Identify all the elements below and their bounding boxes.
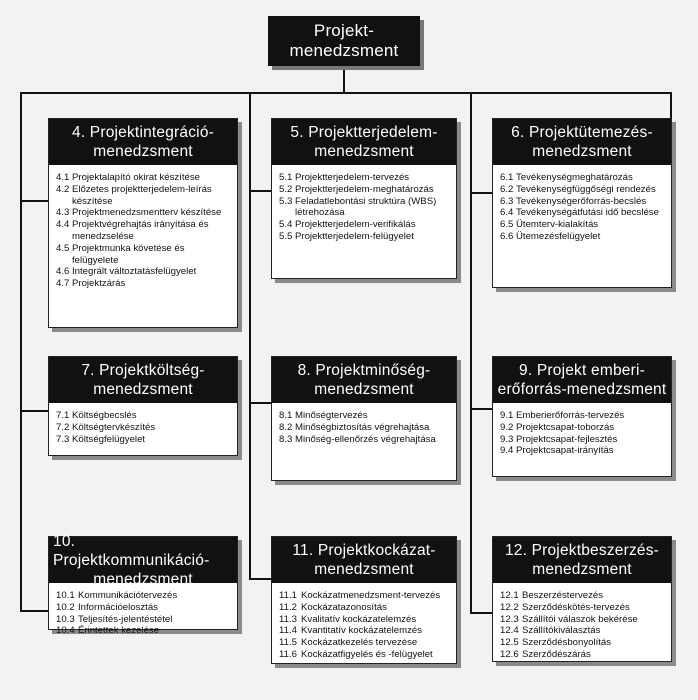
process-item — [56, 207, 231, 219]
area-title — [49, 119, 237, 165]
process-name: Teljesítés-jelentéstétel — [78, 613, 173, 625]
process-list — [49, 165, 237, 296]
process-name: Kockázatkezelés tervezése — [301, 637, 418, 649]
process-item — [279, 422, 450, 434]
process-number: 10.2 — [56, 601, 75, 613]
process-number: 5.2 — [279, 183, 293, 195]
connector-to-communication — [20, 610, 48, 612]
process-number: 12.1 — [500, 590, 519, 601]
root-title-line1: Projekt- — [313, 21, 375, 40]
process-item — [279, 649, 450, 661]
process-name: Projektcsapat-irányítás — [516, 445, 614, 457]
process-name: Projektterjedelem-felügyelet — [295, 230, 414, 242]
area-title-line2: menedzsment — [93, 381, 193, 398]
process-name: Szállítói válaszok bekérése — [522, 613, 638, 625]
process-number: 8.2 — [279, 421, 293, 433]
process-item — [56, 410, 231, 422]
process-name: Szerződésbonyolítás — [522, 637, 612, 649]
root-title-line2: menedzsment — [289, 41, 399, 60]
process-item — [500, 196, 665, 208]
process-number: 11.3 — [279, 613, 297, 625]
process-item — [500, 410, 665, 422]
process-number: 11.1 — [279, 590, 297, 601]
process-number: 9.3 — [500, 433, 514, 445]
process-name: Kockázatmenedzsment-tervezés — [301, 590, 441, 601]
connector-to-quality — [249, 402, 271, 404]
area-title — [493, 119, 671, 165]
process-number: 6.2 — [500, 183, 514, 195]
process-number: 6.6 — [500, 230, 514, 242]
area-title-line2: menedzsment — [314, 381, 414, 398]
process-number: 10.1 — [56, 590, 75, 601]
process-item — [56, 219, 231, 243]
process-name: Projektmunka követése és felügyelete — [72, 242, 185, 266]
process-name: Projektterjedelem-verifikálás — [295, 219, 416, 231]
connector-to-risk — [249, 578, 271, 580]
process-name: Előzetes projektterjedelem-leírás készítése — [72, 183, 212, 207]
process-number: 9.2 — [500, 421, 514, 433]
process-number: 4.5 — [56, 242, 70, 254]
process-item — [500, 172, 665, 184]
process-number: 4.7 — [56, 278, 70, 290]
area-title-line1: 5. Projektterjedelem- — [290, 124, 438, 141]
process-number: 11.5 — [279, 637, 297, 649]
process-name: Emberierőforrás-tervezés — [516, 410, 625, 421]
process-number: 6.4 — [500, 207, 514, 219]
process-item — [56, 434, 231, 446]
area-title-line1: 8. Projektminőség- — [297, 362, 431, 379]
connector-right-trunk — [470, 92, 472, 613]
process-item — [56, 422, 231, 434]
area-title-line2: menedzsment — [314, 561, 414, 578]
process-number: 4.3 — [56, 207, 70, 219]
process-name: Kockázatfigyelés és -felügyelet — [301, 648, 433, 660]
process-number: 10.4 — [56, 625, 75, 637]
connector-root-down — [343, 66, 345, 94]
process-name: Szerződéskötés-tervezés — [522, 601, 630, 613]
process-number: 12.5 — [500, 637, 519, 649]
process-number: 4.4 — [56, 219, 70, 231]
connector-to-procurement — [470, 612, 492, 614]
area-title-line2: menedzsment — [532, 143, 632, 160]
process-name: Szerződészárás — [522, 648, 591, 660]
process-item — [500, 614, 665, 626]
process-item — [56, 184, 231, 208]
process-number: 9.1 — [500, 410, 514, 421]
area-title — [49, 532, 237, 588]
area-title-line1: 10. Projektkommunikáció- — [53, 532, 210, 569]
process-name: Költségtervkészítés — [72, 421, 156, 433]
process-item — [500, 207, 665, 219]
process-item — [500, 231, 665, 243]
process-list — [493, 165, 671, 249]
process-item — [500, 434, 665, 446]
process-name: Projektterjedelem-meghatározás — [295, 183, 434, 195]
process-number: 7.2 — [56, 421, 70, 433]
process-number: 8.1 — [279, 410, 293, 421]
connector-to-integration — [20, 200, 48, 202]
process-number: 7.1 — [56, 410, 70, 421]
area-communication — [48, 532, 238, 637]
process-item — [56, 278, 231, 290]
process-item — [279, 410, 450, 422]
area-title — [493, 357, 671, 403]
process-item — [279, 172, 450, 184]
area-title-line2: menedzsment — [93, 143, 193, 160]
connector-to-cost — [20, 410, 48, 412]
process-list — [49, 403, 237, 451]
process-number: 12.4 — [500, 625, 519, 637]
process-item — [279, 231, 450, 243]
connector-outer-right — [670, 92, 672, 120]
process-item — [56, 602, 231, 614]
process-number: 11.6 — [279, 648, 297, 660]
process-name: Kvantitatív kockázatelemzés — [301, 625, 423, 637]
process-number: 6.3 — [500, 195, 514, 207]
connector-left-trunk — [20, 92, 22, 611]
area-title-line1: 7. Projektköltség- — [81, 362, 205, 379]
process-name: Tevékenységfüggőségi rendezés — [516, 183, 656, 195]
process-item — [279, 602, 450, 614]
process-number: 10.3 — [56, 613, 75, 625]
process-item — [279, 614, 450, 626]
process-name: Minőség-ellenőrzés végrehajtása — [295, 433, 436, 445]
process-item — [500, 637, 665, 649]
area-hr — [492, 356, 672, 477]
process-number: 5.3 — [279, 195, 293, 207]
process-item — [279, 184, 450, 196]
process-name: Projektvégrehajtás irányítása és menedzselése — [72, 219, 209, 242]
process-name: Költségfelügyelet — [72, 433, 146, 445]
process-name: Ütemterv-kialakítás — [516, 219, 599, 231]
process-name: Beszerzéstervezés — [522, 590, 604, 601]
process-list — [493, 403, 671, 463]
area-cost — [48, 356, 238, 456]
process-name: Kommunikációtervezés — [78, 590, 178, 601]
process-number: 9.4 — [500, 445, 514, 457]
process-number: 4.1 — [56, 172, 70, 183]
process-name: Projektterjedelem-tervezés — [295, 172, 410, 183]
process-list — [493, 583, 671, 667]
area-title — [272, 119, 456, 165]
process-number: 8.3 — [279, 433, 293, 445]
area-title-line1: 12. Projektbeszerzés- — [504, 542, 660, 559]
process-name: Kockázatazonosítás — [301, 601, 387, 613]
area-title-line2: menedzsment — [532, 561, 632, 578]
process-name: Tevékenységmeghatározás — [516, 172, 633, 183]
process-name: Szállítókiválasztás — [522, 625, 601, 637]
connector-horizontal-bus — [20, 92, 671, 94]
process-number: 5.4 — [279, 219, 293, 231]
process-item — [56, 625, 231, 637]
process-number: 6.5 — [500, 219, 514, 231]
process-name: Információelosztás — [78, 601, 158, 613]
process-number: 11.2 — [279, 601, 297, 613]
area-title-line2: erőforrás-menedzsment — [497, 381, 667, 398]
process-name: Tevékenységátfutási idő becslése — [516, 207, 659, 219]
area-title — [49, 357, 237, 403]
process-item — [279, 219, 450, 231]
area-title-line2: menedzsment — [314, 143, 414, 160]
process-name: Ütemezésfelügyelet — [516, 230, 601, 242]
process-item — [56, 172, 231, 184]
process-name: Integrált változtatásfelügyelet — [72, 266, 197, 278]
process-item — [279, 637, 450, 649]
process-number: 12.3 — [500, 613, 519, 625]
process-number: 5.1 — [279, 172, 293, 183]
process-list — [272, 583, 456, 667]
area-title-line1: 6. Projektütemezés- — [511, 124, 653, 141]
process-name: Projektzárás — [72, 278, 126, 290]
process-name: Minőségtervezés — [295, 410, 368, 421]
connector-to-scope — [249, 190, 271, 192]
process-item — [279, 196, 450, 220]
area-title — [272, 357, 456, 403]
process-number: 7.3 — [56, 433, 70, 445]
process-list — [49, 583, 237, 643]
process-item — [279, 434, 450, 446]
process-item — [56, 590, 231, 602]
area-title — [272, 537, 456, 583]
process-item — [56, 266, 231, 278]
process-number: 12.2 — [500, 601, 519, 613]
process-name: Minőségbiztosítás végrehajtása — [295, 421, 430, 433]
process-name: Projektmenedzsmentterv készítése — [72, 207, 222, 219]
process-item — [279, 625, 450, 637]
process-item — [56, 614, 231, 626]
process-name: Projektcsapat-toborzás — [516, 421, 615, 433]
process-item — [500, 184, 665, 196]
process-number: 4.6 — [56, 266, 70, 278]
connector-to-time — [470, 192, 492, 194]
process-item — [500, 445, 665, 457]
area-scope — [271, 118, 457, 279]
process-number: 12.6 — [500, 648, 519, 660]
process-name: Projektcsapat-fejlesztés — [516, 433, 618, 445]
area-quality — [271, 356, 457, 481]
area-integration — [48, 118, 238, 328]
connector-to-hr — [470, 408, 492, 410]
area-title — [493, 537, 671, 583]
root-project-management — [268, 16, 420, 66]
process-number: 11.4 — [279, 625, 297, 637]
process-number: 4.2 — [56, 183, 70, 195]
area-title-line1: 11. Projektkockázat- — [292, 542, 436, 559]
process-list — [272, 165, 456, 249]
process-name: Projektalapító okirat készítése — [72, 172, 200, 183]
process-number: 5.5 — [279, 230, 293, 242]
process-list — [272, 403, 456, 451]
process-number: 6.1 — [500, 172, 514, 183]
process-item — [500, 649, 665, 661]
process-name: Tevékenységerőforrás-becslés — [516, 195, 647, 207]
process-item — [56, 243, 231, 267]
area-title-line1: 4. Projektintegráció- — [71, 124, 215, 141]
connector-center-trunk — [249, 92, 251, 580]
process-item — [500, 219, 665, 231]
process-item — [500, 590, 665, 602]
process-item — [500, 602, 665, 614]
area-risk — [271, 536, 457, 664]
area-procurement — [492, 536, 672, 662]
process-item — [500, 625, 665, 637]
area-time — [492, 118, 672, 288]
process-name: Kvalitatív kockázatelemzés — [301, 613, 417, 625]
area-title-line2: menedzsment — [93, 570, 193, 588]
process-name: Költségbecslés — [72, 410, 137, 421]
process-item — [500, 422, 665, 434]
process-name: Feladatlebontási struktúra (WBS) létrehozása — [295, 195, 437, 219]
process-item — [279, 590, 450, 602]
process-name: Érintettek kezelése — [78, 625, 160, 637]
area-title-line1: 9. Projekt emberi- — [519, 362, 645, 379]
